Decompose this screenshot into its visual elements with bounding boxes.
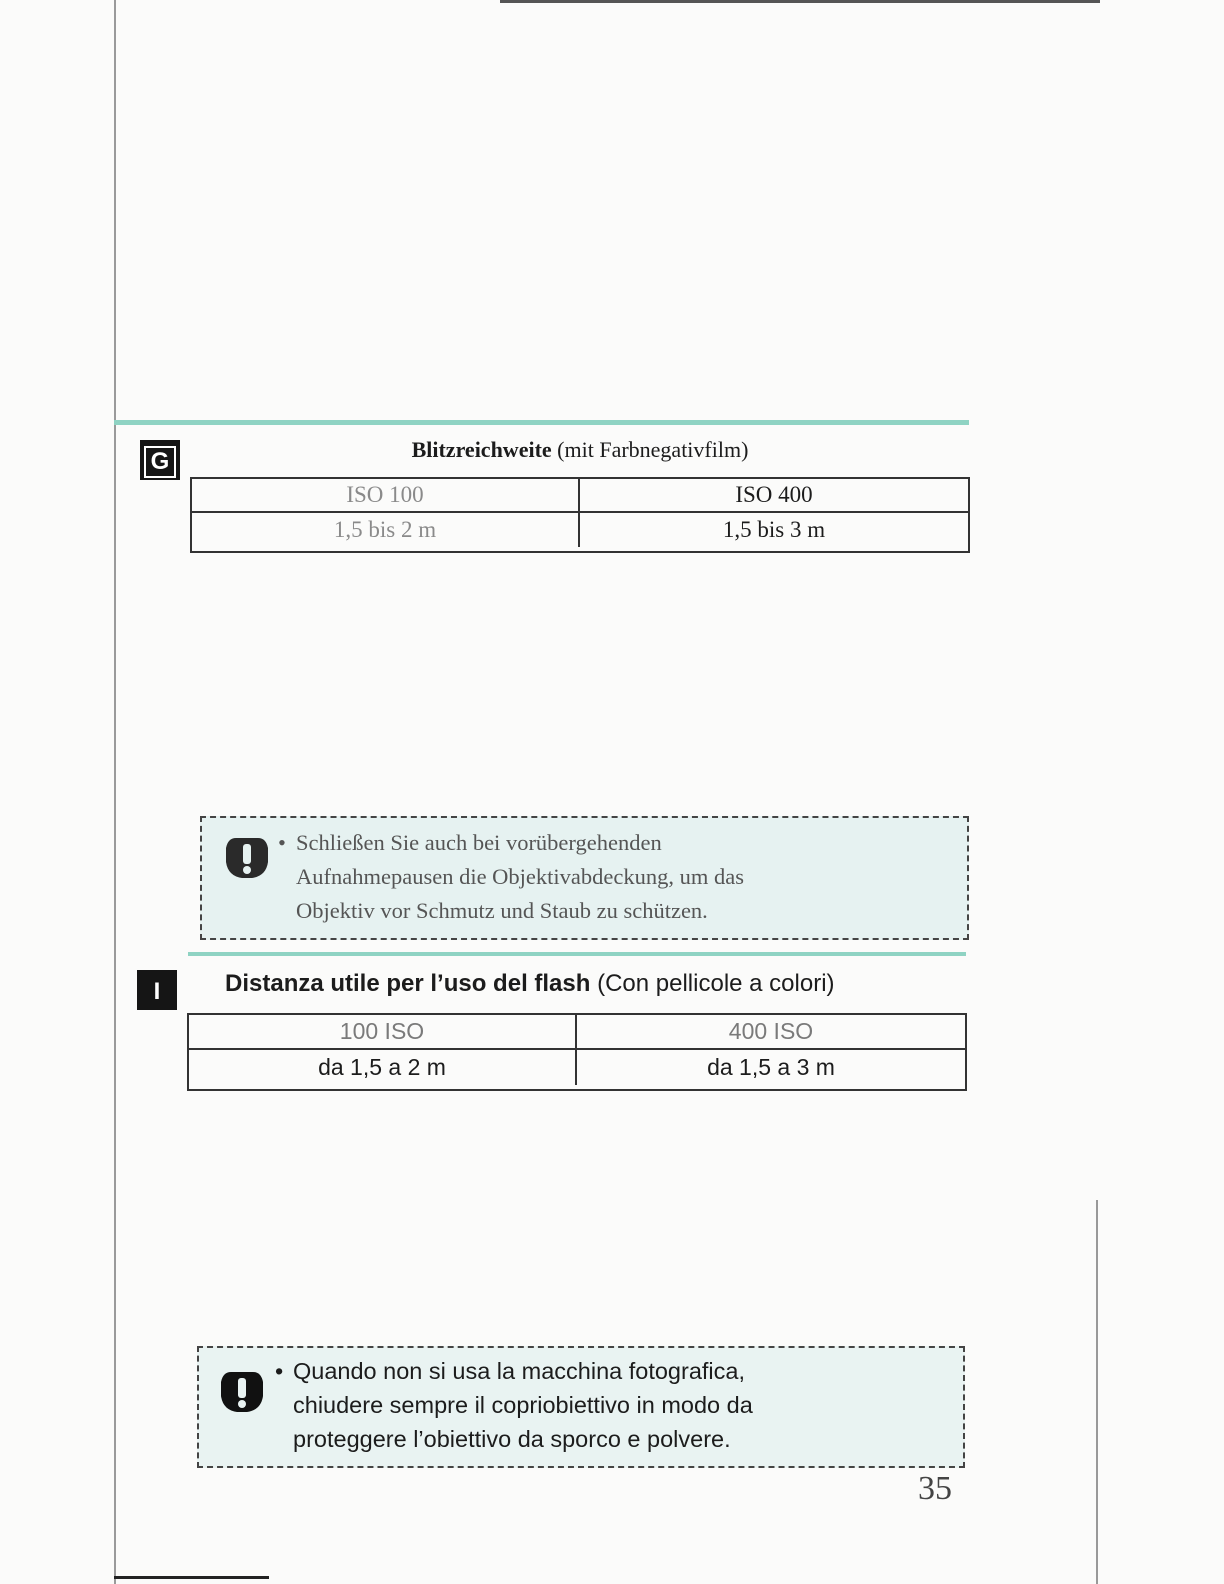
heading-rest-text: (mit Farbnegativfilm)	[557, 437, 749, 462]
page-edge-right	[1096, 1200, 1098, 1584]
section-rule-italian	[188, 952, 966, 956]
caution-note-text	[275, 1354, 943, 1456]
page-edge-bottom	[114, 1576, 269, 1579]
note-line: Aufnahmepausen die Objektivabdeckung, um das	[296, 864, 745, 889]
heading-bold-text: Distanza utile per l’uso del flash	[225, 970, 591, 997]
table-value-iso100: da 1,5 a 2 m	[189, 1050, 577, 1085]
table-header-iso100: ISO 100	[192, 479, 580, 513]
flash-range-heading-italian	[225, 970, 835, 998]
caution-icon	[222, 832, 272, 882]
note-line: chiudere sempre il copriobiettivo in modo da	[293, 1392, 753, 1418]
language-badge-letter: I	[153, 978, 161, 1005]
note-line: Quando non si usa la macchina fotografica,	[293, 1358, 745, 1384]
table-header-iso100: 100 ISO	[189, 1015, 577, 1050]
page-number: 35	[918, 1470, 952, 1507]
caution-icon	[217, 1366, 267, 1416]
table-header-iso400: ISO 400	[580, 479, 968, 513]
caution-note-german	[200, 816, 969, 940]
language-badge-italian	[137, 970, 177, 1010]
bullet-marker: •	[278, 830, 286, 855]
table-header-iso400: 400 ISO	[577, 1015, 965, 1050]
page-edge-top	[500, 0, 1100, 3]
language-badge-letter: G	[144, 446, 176, 478]
caution-note-italian	[197, 1346, 965, 1468]
section-rule-german	[114, 420, 969, 425]
heading-rest-text: (Con pellicole a colori)	[597, 970, 835, 997]
language-badge-german	[140, 440, 180, 480]
flash-range-table-german	[190, 477, 970, 553]
table-value-iso100: 1,5 bis 2 m	[192, 513, 580, 547]
note-line: proteggere l’obiettivo da sporco e polvere.	[293, 1426, 731, 1452]
caution-note-text	[278, 826, 946, 928]
table-value-iso400: 1,5 bis 3 m	[722, 517, 826, 542]
flash-range-heading-german	[190, 437, 970, 463]
heading-bold-text: Blitzreichweite	[411, 437, 552, 462]
note-line: Objektiv vor Schmutz und Staub zu schützen.	[296, 898, 708, 923]
table-value-iso400: da 1,5 a 3 m	[707, 1054, 835, 1080]
note-line: Schließen Sie auch bei vorübergehenden	[296, 830, 662, 855]
bullet-marker: •	[275, 1358, 284, 1384]
flash-range-table-italian	[187, 1013, 967, 1091]
page-edge-left	[114, 0, 116, 1584]
